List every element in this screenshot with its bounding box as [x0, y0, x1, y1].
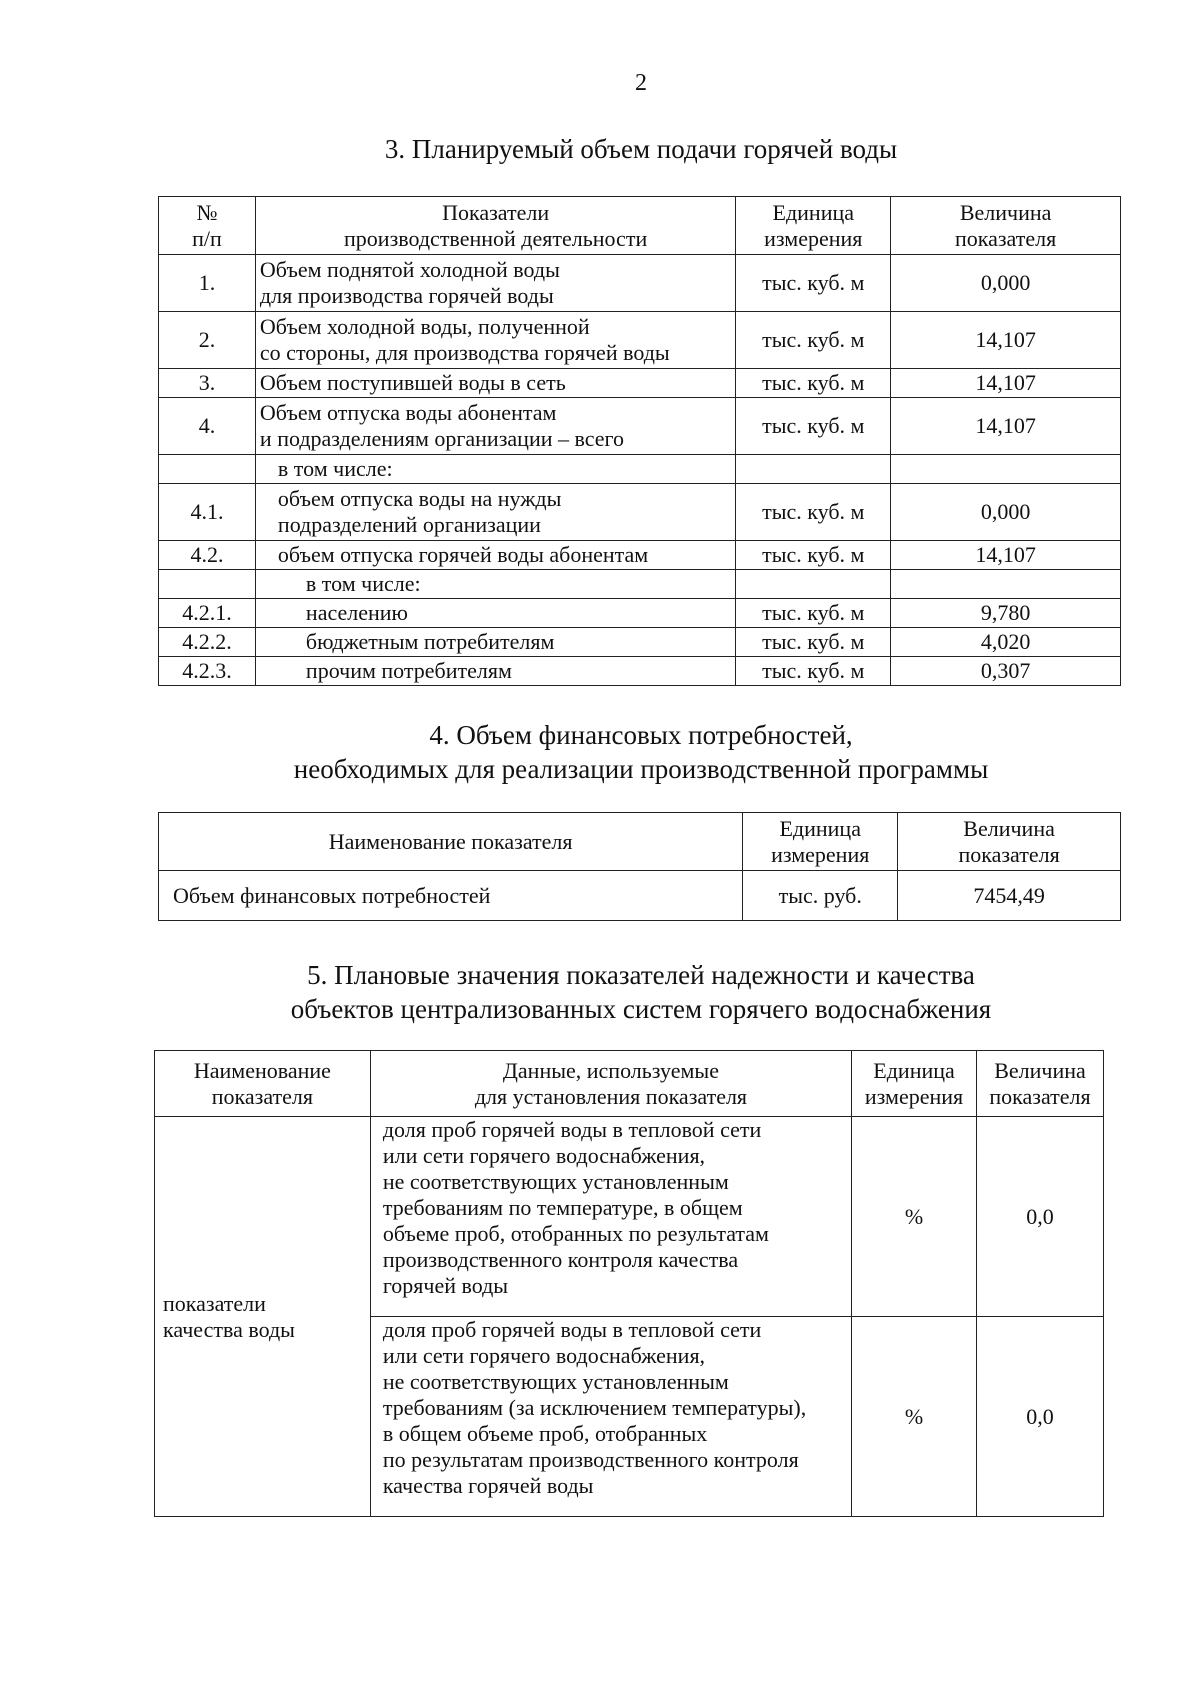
row-value: 9,780 — [891, 599, 1121, 628]
header-value: Величина показателя — [898, 813, 1121, 871]
row-name: Объем финансовых потребностей — [159, 871, 743, 921]
header-unit: Единица измерения — [736, 197, 891, 255]
row-num: 2. — [159, 312, 256, 369]
table-row — [159, 628, 1121, 657]
row-data: доля проб горячей воды в тепловой сети или сети горячего водоснабжения, не соответствующих установленным требованиям (за исключением температуры), в общем объеме проб, отобранных по результатам производственного контроля качества горячей воды — [370, 1317, 851, 1517]
header-unit: Единица измерения — [852, 1051, 977, 1117]
row-label: объем отпуска воды на нужды подразделений организации — [255, 484, 735, 541]
section3-title: 3. Планируемый объем подачи горячей воды — [384, 134, 898, 164]
row-num: 4.2. — [159, 541, 256, 570]
row-label: в том числе: — [255, 455, 735, 484]
row-unit: тыс. куб. м — [736, 255, 891, 312]
section4-title: 4. Объем финансовых потребностей, необходимых для реализации производственной программы — [293, 720, 989, 784]
row-label: Объем поднятой холодной воды для производства горячей воды — [255, 255, 735, 312]
header-value: Величина показателя — [977, 1051, 1104, 1117]
row-value: 0,000 — [891, 255, 1121, 312]
row-label: Объем холодной воды, полученной со стороны, для производства горячей воды — [255, 312, 735, 369]
hot-water-volume-table — [158, 196, 1121, 686]
row-num: 4.2.3. — [159, 657, 256, 686]
row-label: населению — [255, 599, 735, 628]
table-row — [155, 1117, 1104, 1317]
row-unit: тыс. куб. м — [736, 541, 891, 570]
row-num: 4.1. — [159, 484, 256, 541]
row-label: прочим потребителям — [255, 657, 735, 686]
row-value: 4,020 — [891, 628, 1121, 657]
table-header-row — [159, 813, 1121, 871]
row-value: 0,0 — [977, 1117, 1104, 1317]
row-unit: тыс. куб. м — [736, 369, 891, 398]
row-num: 4.2.2. — [159, 628, 256, 657]
table-row — [159, 484, 1121, 541]
table-row — [159, 255, 1121, 312]
row-num: 1. — [159, 255, 256, 312]
table-row — [159, 871, 1121, 921]
row-num: 4.2.1. — [159, 599, 256, 628]
table-row — [159, 369, 1121, 398]
row-label: Объем поступившей воды в сеть — [255, 369, 735, 398]
table-row — [159, 312, 1121, 369]
financial-needs-table — [158, 812, 1121, 921]
row-data: доля проб горячей воды в тепловой сети или сети горячего водоснабжения, не соответствующих установленным требованиям по температуре, в общем объеме проб, отобранных по результатам производственного контроля качества горячей воды — [370, 1117, 851, 1317]
header-value: Величина показателя — [891, 197, 1121, 255]
row-value — [891, 570, 1121, 599]
section5-title: 5. Плановые значения показателей надежности и качества объектов централизованных систем горячего водоснабжения — [290, 960, 992, 1024]
row-num: 3. — [159, 369, 256, 398]
row-unit: тыс. куб. м — [736, 628, 891, 657]
row-num — [159, 570, 256, 599]
header-name: Наименование показателя — [155, 1051, 371, 1117]
row-num: 4. — [159, 398, 256, 455]
row-unit: тыс. куб. м — [736, 599, 891, 628]
row-unit: тыс. куб. м — [736, 398, 891, 455]
row-label: бюджетным потребителям — [255, 628, 735, 657]
group-name: показатели качества воды — [155, 1117, 371, 1517]
row-unit: тыс. руб. — [743, 871, 898, 921]
reliability-quality-table — [154, 1050, 1104, 1517]
row-value: 0,000 — [891, 484, 1121, 541]
page-number: 2 — [635, 70, 647, 96]
row-label: объем отпуска горячей воды абонентам — [255, 541, 735, 570]
row-label: Объем отпуска воды абонентам и подразделениям организации – всего — [255, 398, 735, 455]
row-value: 14,107 — [891, 312, 1121, 369]
table-row — [159, 657, 1121, 686]
row-unit — [736, 455, 891, 484]
table-row — [159, 455, 1121, 484]
row-num — [159, 455, 256, 484]
table-header-row — [155, 1051, 1104, 1117]
row-value: 7454,49 — [898, 871, 1121, 921]
row-unit: тыс. куб. м — [736, 312, 891, 369]
table-header-row — [159, 197, 1121, 255]
row-value: 0,307 — [891, 657, 1121, 686]
row-unit — [736, 570, 891, 599]
table-row — [159, 599, 1121, 628]
row-value: 14,107 — [891, 398, 1121, 455]
row-value: 14,107 — [891, 369, 1121, 398]
header-unit: Единица измерения — [743, 813, 898, 871]
row-unit: тыс. куб. м — [736, 484, 891, 541]
row-unit: тыс. куб. м — [736, 657, 891, 686]
header-data: Данные, используемые для установления показателя — [370, 1051, 851, 1117]
row-unit: % — [852, 1317, 977, 1517]
header-name: Наименование показателя — [159, 813, 743, 871]
table-row — [159, 570, 1121, 599]
row-unit: % — [852, 1117, 977, 1317]
row-value: 14,107 — [891, 541, 1121, 570]
row-value — [891, 455, 1121, 484]
header-indicator: Показатели производственной деятельности — [255, 197, 735, 255]
row-label: в том числе: — [255, 570, 735, 599]
header-num: № п/п — [159, 197, 256, 255]
table-row — [159, 398, 1121, 455]
table-row — [159, 541, 1121, 570]
row-value: 0,0 — [977, 1317, 1104, 1517]
